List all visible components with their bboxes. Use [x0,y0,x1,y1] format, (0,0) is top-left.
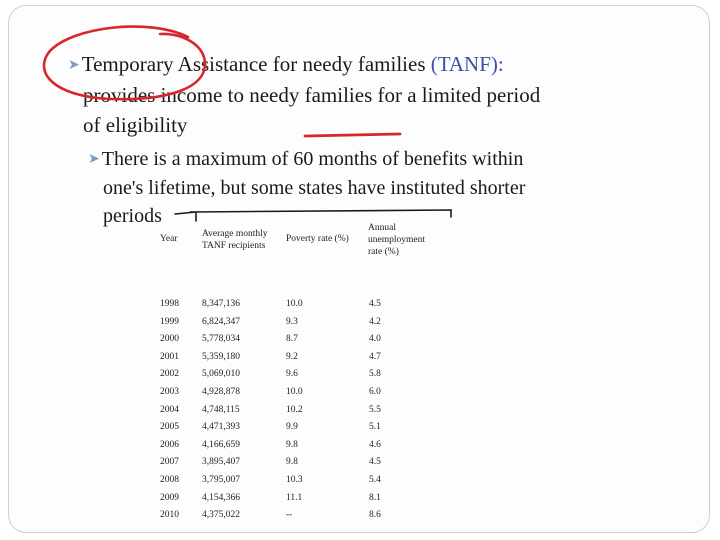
cell-poverty: 10.0 [286,387,303,397]
cell-year: 2000 [160,334,179,345]
cell-unemployment: 4.6 [369,439,381,450]
cell-recipients: 4,928,878 [202,387,240,397]
header-year: Year [160,234,178,244]
cell-recipients: 3,795,007 [202,475,240,485]
cell-unemployment: 4.7 [369,351,381,362]
cell-recipients: 5,069,010 [202,369,240,380]
header-poverty: Poverty rate (%) [286,234,349,244]
cell-year: 2010 [160,510,179,521]
cell-recipients: 4,154,366 [202,492,240,503]
bullet-2-line-1 [88,145,523,176]
cell-unemployment: 5.5 [369,404,381,415]
cell-poverty: 10.3 [286,475,303,485]
cell-year: 2002 [160,369,179,380]
cell-recipients: 4,166,659 [202,439,240,450]
cell-unemployment: 8.6 [369,510,381,521]
cell-year: 2009 [160,492,179,503]
cell-poverty: 9.8 [286,439,298,450]
cell-recipients: 5,778,034 [202,334,240,345]
bullet-1-lead: Temporary Assistance for needy families [81,52,426,76]
cell-unemployment: 5.4 [369,475,381,485]
bullet-1-line-3: of eligibility [83,113,188,137]
cell-poverty: 10.0 [286,299,303,309]
header-recipients: Average monthly TANF recipients [202,229,268,251]
cell-unemployment: 8.1 [369,492,381,503]
cell-year: 1999 [160,316,179,327]
cell-recipients: 4,748,115 [202,404,240,415]
cell-year: 2006 [160,439,179,450]
cell-poverty: 11.1 [286,492,303,503]
cell-year: 2007 [160,457,179,468]
bullet-arrow-icon: ➤ [88,152,100,167]
cell-unemployment: 5.8 [369,369,381,380]
cell-recipients: 8,347,136 [202,299,240,309]
bullet-1-abbr: (TANF): [430,52,504,76]
cell-poverty: 9.2 [286,351,298,362]
bullet-arrow-icon: ➤ [68,58,80,73]
bullet-2-line-2: one's lifetime, but some states have instituted shorter [103,177,526,199]
cell-year: 2004 [160,404,179,415]
cell-unemployment: 4.2 [369,316,381,327]
bullet-1-line-1 [68,50,504,82]
cell-year: 1998 [160,299,179,309]
cell-year: 2003 [160,387,179,397]
cell-recipients: 4,375,022 [202,510,240,521]
cell-recipients: 4,471,393 [202,422,240,433]
cell-unemployment: 4.5 [369,299,381,309]
cell-recipients: 6,824,347 [202,316,240,327]
cell-recipients: 3,895,407 [202,457,240,468]
cell-poverty: 9.6 [286,369,298,380]
cell-poverty: 9.8 [286,457,298,468]
cell-unemployment: 4.5 [369,457,381,468]
cell-year: 2005 [160,422,179,433]
bullet-2-text-1: There is a maximum of 60 months of benefits within [101,148,524,170]
cell-year: 2008 [160,475,179,485]
cell-poverty: 8.7 [286,334,298,345]
cell-poverty: -- [286,510,293,521]
cell-poverty: 9.9 [286,422,298,433]
bullet-1-line-2: provides income to needy families for a limited period [83,83,541,107]
cell-recipients: 5,359,180 [202,351,240,362]
cell-poverty: 9.3 [286,316,298,327]
cell-year: 2001 [160,351,179,362]
cell-unemployment: 6.0 [369,387,381,397]
cell-poverty: 10.2 [286,404,303,415]
bullet-2-line-3: periods [103,205,162,227]
cell-unemployment: 5.1 [369,422,381,433]
cell-unemployment: 4.0 [369,334,381,345]
header-unemployment: Annual unemployment rate (%) [368,223,425,257]
